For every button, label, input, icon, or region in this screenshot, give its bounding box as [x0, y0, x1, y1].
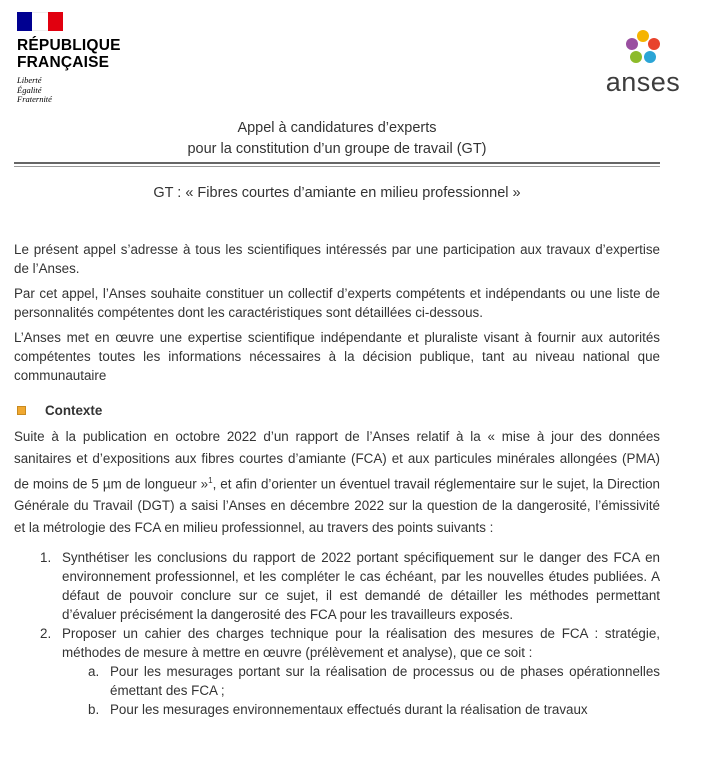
gt-title: GT : « Fibres courtes d’amiante en milieu professionnel »	[153, 185, 521, 201]
republique-name	[17, 37, 121, 71]
page-title	[14, 118, 660, 160]
subpoints-list	[62, 662, 660, 719]
document-body	[14, 240, 660, 719]
intro-paragraph: Le présent appel s’adresse à tous les scientifiques intéressés par une participation aux travaux d’expertise de l’Anses.	[14, 242, 660, 276]
anses-wordmark: anses	[605, 67, 681, 97]
list-item-text: Synthétiser les conclusions du rapport de 2022 portant spécifiquement sur le danger des FCA en environnement professionnel, et les compléter le cas échéant, par les nouvelles études publiées. A défaut de pouvoir conclure sur ce sujet, il est demandé de détailler les méthodes permettant d’évaluer précisément la dangerosité des FCA pour les travailleurs exposés.	[62, 550, 660, 623]
context-text-part2: , et afin d’orienter un éventuel travail réglementaire sur le sujet, la Direction Générale du Travail (DGT) a saisi l’Anses en décembre 2022 sur la question de la dangerosité, l’émissivité et la métrologie des FCA en milieu professionnel, au travers des points suivants :	[14, 476, 660, 536]
context-text-part1: Suite à la publication en octobre 2022 d’un rapport de l’Anses relatif à la « mise à jour des données sanitaires et d’expositions aux fibres courtes d’amiante (FCA) et aux particules minérales allongées (PMA) de moins de 5 µm de longueur »	[14, 429, 660, 492]
list-number: 1.	[40, 550, 52, 566]
intro-paragraph: Par cet appel, l’Anses souhaite constituer un collectif d’experts compétents et indépendants ou une liste de personnalités compétentes dont les caractéristiques sont détaillées ci-dessous.	[14, 286, 660, 320]
section-heading-contexte	[14, 401, 660, 420]
title-line1: Appel à candidatures d’experts	[237, 120, 437, 136]
sub-list-item	[62, 700, 660, 719]
sub-list-item	[62, 662, 660, 700]
motto-fraternite: Fraternité	[17, 94, 52, 104]
list-item-text: Proposer un cahier des charges technique pour la réalisation des mesures de FCA : stratégie, méthodes de mesure à mettre en œuvre (prélèvement et analyse), que ce soit :	[62, 626, 660, 661]
anses-logo	[593, 27, 693, 97]
list-number: 2.	[40, 626, 52, 642]
context-paragraph	[14, 426, 660, 539]
sub-list-letter: b.	[88, 702, 100, 718]
title-divider-thin	[14, 166, 660, 167]
french-flag-icon	[17, 12, 63, 31]
list-item	[14, 624, 660, 719]
republique-line2: FRANÇAISE	[17, 54, 110, 71]
title-divider	[14, 162, 660, 164]
points-list	[14, 548, 660, 719]
list-item	[14, 548, 660, 624]
sub-list-letter: a.	[88, 664, 100, 680]
sub-list-item-text: Pour les mesurages environnementaux effectués durant la réalisation de travaux	[110, 702, 588, 718]
motto-liberte: Liberté	[17, 75, 42, 85]
republique-line1: RÉPUBLIQUE	[17, 37, 121, 54]
square-bullet-icon	[17, 406, 26, 415]
motto-egalite: Égalité	[17, 84, 42, 95]
footnote-marker[interactable]: 1	[208, 476, 213, 485]
intro-paragraph: L’Anses met en œuvre une expertise scientifique indépendante et pluraliste visant à fournir aux autorités compétentes toutes les informations nécessaires à la décision publique, tant au niveau national que communautaire	[14, 330, 660, 383]
section-title: Contexte	[45, 403, 103, 418]
motto	[17, 76, 121, 105]
sub-list-item-text: Pour les mesurages portant sur la réalisation de processus ou de phases opérationnelles émettant des FCA ;	[110, 664, 660, 699]
republique-francaise-logo	[17, 12, 121, 105]
anses-flower-icon	[623, 27, 663, 67]
title-line2: pour la constitution d’un groupe de travail (GT)	[187, 141, 487, 157]
